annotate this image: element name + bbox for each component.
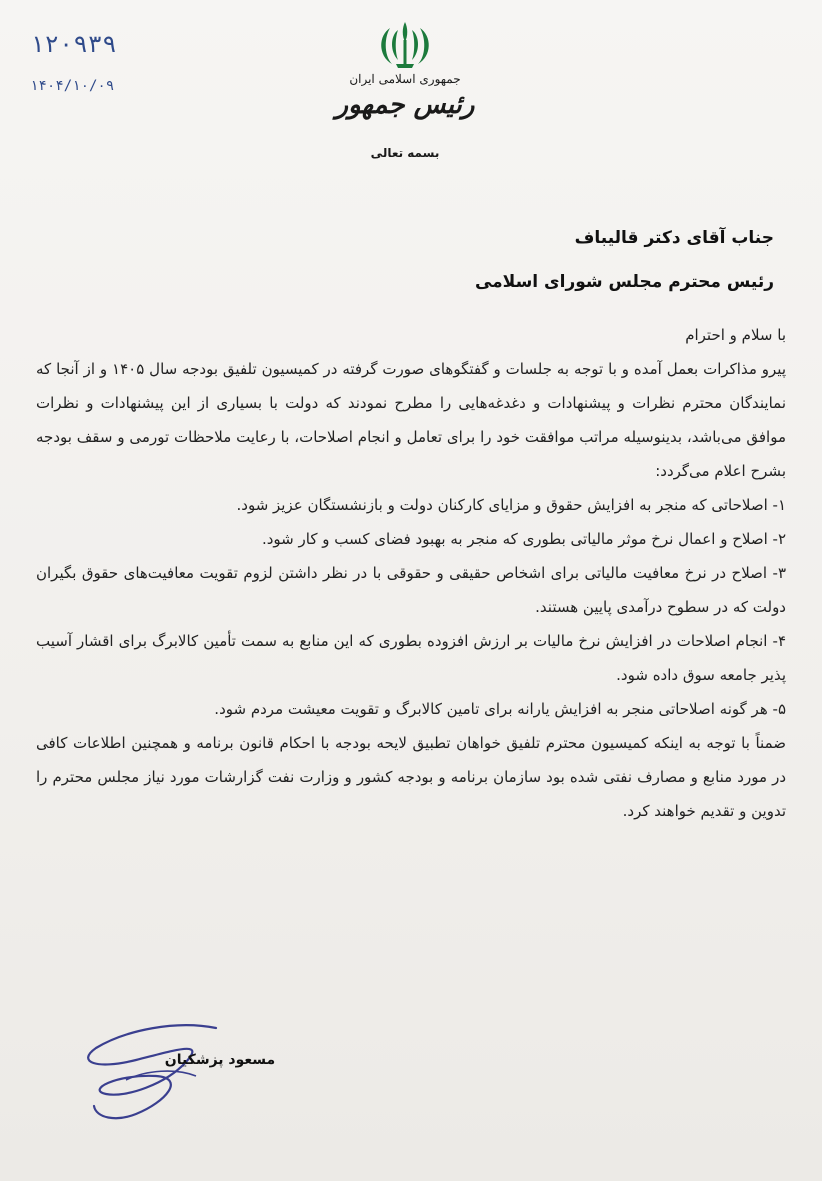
list-item: ۵- هر گونه اصلاحاتی منجر به افزایش یارانه برای تامین کالابرگ و تقویت معیشت مردم شود.: [214, 700, 786, 718]
registration-date: ۱۴۰۴/۱۰/۰۹: [30, 78, 115, 94]
list-item: ۴- انجام اصلاحات در افزایش نرخ مالیات بر ارزش افزوده بطوری که این منابع به سمت تأمین کالابرگ برای اقشار آسیب پذیر جامعه سوق داده شود.: [36, 632, 786, 684]
signer-name: مسعود پزشکیان: [164, 1052, 276, 1068]
president-title: رئیس جمهور: [335, 90, 475, 120]
republic-title: جمهوری اسلامی ایران: [349, 72, 461, 86]
addressee-name: جناب آقای دکتر قالیباف: [574, 228, 774, 248]
list-item: ۳- اصلاح در نرخ معافیت مالیاتی برای اشخاص حقیقی و حقوقی با در نظر داشتن لزوم تقویت معافیت‌های حقوق بگیران دولت که در سطوح درآمدی پایین هستند.: [36, 564, 786, 616]
addressee-title: رئیس محترم مجلس شورای اسلامی: [474, 272, 774, 292]
letter-body: [36, 318, 786, 828]
list-item: ۲- اصلاح و اعمال نرخ موثر مالیاتی بطوری که منجر به بهبود فضای کسب و کار شود.: [261, 530, 786, 548]
list-item: ۱- اصلاحاتی که منجر به افزایش حقوق و مزایای کارکنان دولت و بازنشستگان عزیز شود.: [236, 496, 786, 514]
greeting: با سلام و احترام: [685, 326, 786, 344]
closing-paragraph: ضمناً با توجه به اینکه کمیسیون محترم تلفیق خواهان تطبیق لایحه بودجه با احکام قانون برنامه و همچنین اطلاعات کافی در مورد منابع و مصارف نفتی شده بود سازمان برنامه و بودجه کشور و وزارت نفت گزارشات مورد نیاز مجلس محترم را تدوین و تقدیم خواهند کرد.: [36, 734, 786, 820]
registration-number: ۱۲۰۹۳۹: [30, 30, 117, 58]
iran-emblem-icon: [368, 18, 442, 70]
signature-icon: [66, 1010, 286, 1130]
intro-paragraph: پیرو مذاکرات بعمل آمده و با توجه به جلسات و گفتگوهای صورت گرفته در کمیسیون تلفیق بودجه سال ۱۴۰۵ و از آنجا که نمایندگان محترم نظرات و پیشنهادات و دغدغه‌هایی را مطرح نمودند که دولت با بسیاری از این پیشنهادات و نظرات موافق می‌باشد، بدینوسیله مراتب موافقت خود را برای تعامل و انجام اصلاحات، با رعایت ملاحظات تورمی و سقف بودجه بشرح اعلام می‌گردد:: [36, 360, 786, 480]
bismillah: بسمه تعالی: [370, 146, 440, 160]
